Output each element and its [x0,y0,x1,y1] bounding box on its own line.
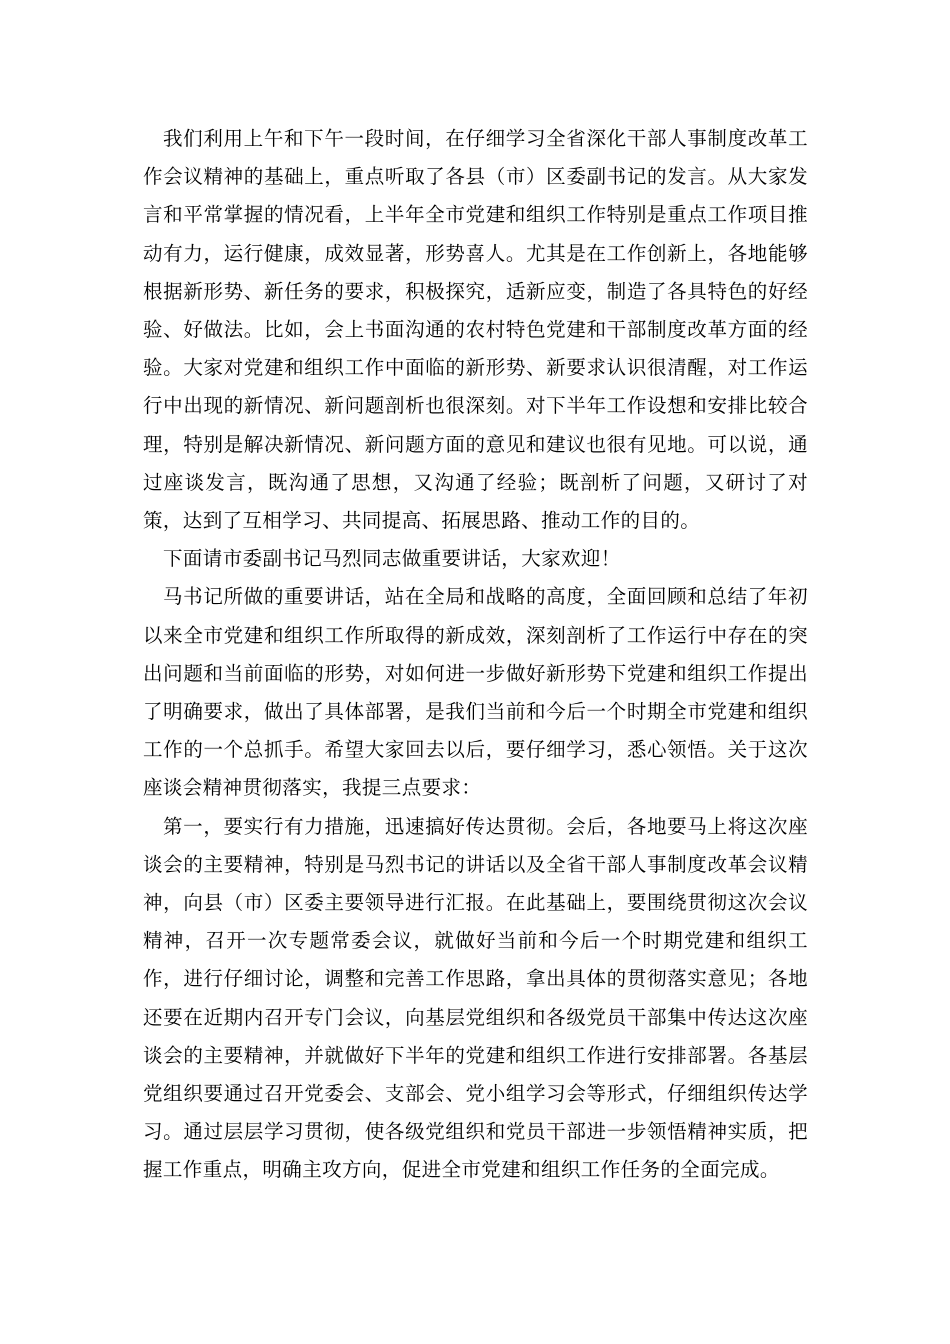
paragraph-3: 马书记所做的重要讲话，站在全局和战略的高度，全面回顾和总结了年初以来全市党建和组织工作所取得的新成效，深刻剖析了工作运行中存在的突出问题和当前面临的形势，对如何进一步做好新形势下党建和组织工作提出了明确要求，做出了具体部署，是我们当前和今后一个时期全市党建和组织工作的一个总抓手。希望大家回去以后，要仔细学习，悉心领悟。关于这次座谈会精神贯彻落实，我提三点要求： [143,585,808,800]
paragraph-1: 我们利用上午和下午一段时间，在仔细学习全省深化干部人事制度改革工作会议精神的基础上，重点听取了各县（市）区委副书记的发言。从大家发言和平常掌握的情况看，上半年全市党建和组织工作特别是重点工作项目推动有力，运行健康，成效显著，形势喜人。尤其是在工作创新上，各地能够根据新形势、新任务的要求，积极探究，适新应变，制造了各具特色的好经验、好做法。比如，会上书面沟通的农村特色党建和干部制度改革方面的经验。大家对党建和组织工作中面临的新形势、新要求认识很清醒，对工作运行中出现的新情况、新问题剖析也很深刻。对下半年工作设想和安排比较合理，特别是解决新情况、新问题方面的意见和建议也很有见地。可以说，通过座谈发言，既沟通了思想，又沟通了经验；既剖析了问题，又研讨了对策，达到了互相学习、共同提高、拓展思路、推动工作的目的。 [143,127,808,533]
paragraph-2: 下面请市委副书记马烈同志做重要讲话，大家欢迎！ [163,547,621,571]
paragraph-4: 第一，要实行有力措施，迅速搞好传达贯彻。会后，各地要马上将这次座谈会的主要精神，特别是马烈书记的讲话以及全省干部人事制度改革会议精神，向县（市）区委主要领导进行汇报。在此基础上，要围绕贯彻这次会议精神，召开一次专题常委会议，就做好当前和今后一个时期党建和组织工作，进行仔细讨论，调整和完善工作思路，拿出具体的贯彻落实意见；各地还要在近期内召开专门会议，向基层党组织和各级党员干部集中传达这次座谈会的主要精神，并就做好下半年的党建和组织工作进行安排部署。各基层党组织要通过召开党委会、支部会、党小组学习会等形式，仔细组织传达学习。通过层层学习贯彻，使各级党组织和党员干部进一步领悟精神实质，把握工作重点，明确主攻方向，促进全市党建和组织工作任务的全面完成。 [143,814,808,1182]
document-body [143,120,808,1190]
